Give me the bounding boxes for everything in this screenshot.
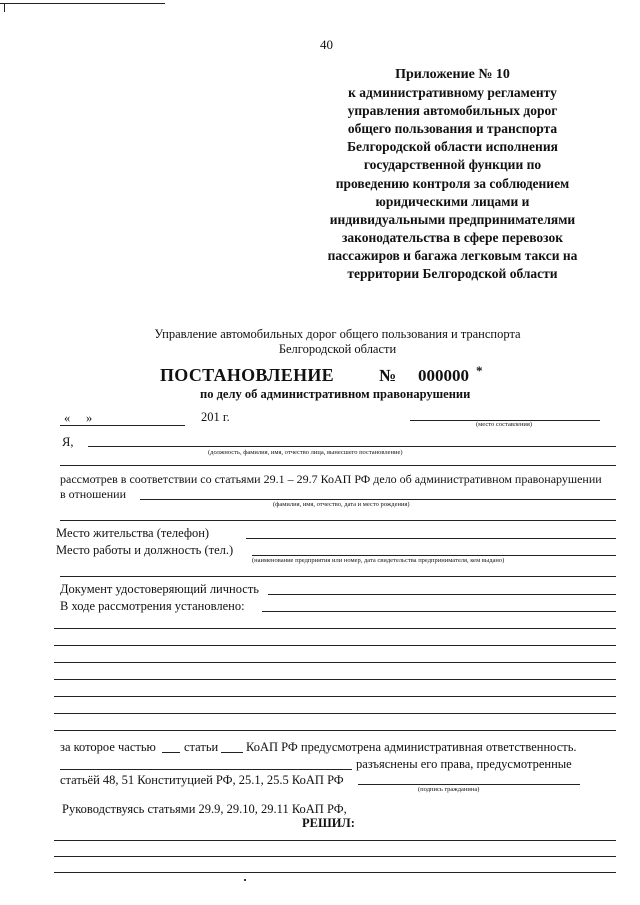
appendix-line: Белгородской области исполнения — [347, 139, 558, 155]
text-line — [54, 696, 616, 697]
date-open-quote: « — [64, 411, 71, 425]
article-blank — [221, 752, 243, 753]
official-line — [88, 446, 616, 447]
reviewed-text: рассмотрев в соответствии со статьями 29.1 – 29.7 КоАП РФ дело об административном правонарушении — [60, 472, 602, 486]
work-hint: (наименование предприятия или номер, дата свидетельства предпринимателя, кем выдано) — [252, 557, 505, 564]
work-line-2 — [60, 576, 616, 577]
person-hint: (фамилия, имя, отчество, дата и место рождения) — [273, 501, 410, 508]
appendix-line: юридическими лицами и — [375, 193, 530, 209]
text-line — [54, 730, 616, 731]
appendix-line: общего пользования и транспорта — [347, 121, 558, 137]
rights-line — [60, 769, 352, 770]
residence-label: Место жительства (телефон) — [56, 526, 210, 540]
appendix-line: управления автомобильных дорог — [347, 103, 558, 119]
signature-line — [358, 784, 580, 785]
text-line — [54, 662, 616, 663]
decided-label: РЕШИЛ: — [302, 816, 355, 830]
regarding-line — [140, 499, 616, 500]
ya-label: Я, — [62, 435, 74, 449]
id-document-label: Документ удостоверяющий личность — [60, 582, 259, 596]
residence-line — [246, 538, 616, 539]
id-document-line — [268, 594, 616, 595]
appendix-line: государственной функции по — [363, 157, 542, 173]
date-line — [60, 425, 185, 426]
guided-text: Руководствуясь статьями 29.9, 29.10, 29.11 КоАП РФ, — [62, 802, 347, 816]
liability-text: КоАП РФ предусмотрена административная ответственность. — [246, 740, 577, 754]
liability-article-label: статьи — [184, 740, 219, 754]
scan-edge-mark — [4, 3, 5, 12]
articles-text: статьёй 48, 51 Конституцией РФ, 25.1, 25.5 КоАП РФ — [60, 773, 344, 787]
liability-part-label: за которое частью — [60, 740, 156, 754]
official-hint: (должность, фамилия, имя, отчество лица, вынесшего постановление) — [208, 449, 403, 456]
decree-subtitle: по делу об административном правонарушении — [200, 387, 471, 401]
established-line — [262, 611, 616, 612]
page-number: 40 — [320, 37, 333, 52]
org-name-line1: Управление автомобильных дорог общего пользования и транспорта — [154, 327, 521, 341]
place-hint: (место составления) — [476, 421, 533, 428]
appendix-line: законодательства в сфере перевозок — [341, 229, 564, 245]
appendix-line: территории Белгородской области — [347, 266, 558, 282]
year-label: 201 г. — [201, 410, 230, 424]
text-line — [54, 645, 616, 646]
part-blank — [162, 752, 180, 753]
scan-edge-line — [0, 3, 165, 4]
signature-hint: (подпись гражданина) — [418, 786, 480, 793]
appendix-title: Приложение № 10 — [395, 67, 510, 82]
decision-line — [54, 840, 616, 841]
work-line — [252, 555, 616, 556]
decision-line — [54, 856, 616, 857]
text-line — [54, 713, 616, 714]
decree-asterisk: * — [476, 363, 483, 378]
scan-dot — [244, 879, 246, 881]
date-close-quote: » — [86, 411, 93, 425]
regarding-label: в отношении — [60, 487, 127, 501]
appendix-line: проведению контроля за соблюдением — [335, 175, 570, 191]
text-line — [54, 679, 616, 680]
appendix-line: пассажиров и багажа легковым такси на — [327, 247, 578, 263]
appendix-line: индивидуальными предпринимателями — [329, 211, 576, 227]
official-line-2 — [60, 465, 616, 466]
decree-title: ПОСТАНОВЛЕНИЕ — [160, 365, 334, 385]
text-line — [54, 628, 616, 629]
decree-number: 000000 — [418, 366, 469, 385]
established-label: В ходе рассмотрения установлено: — [60, 599, 245, 613]
decree-number-sign: № — [379, 366, 397, 385]
person-line-2 — [60, 520, 616, 521]
org-name-line2: Белгородской области — [278, 342, 397, 356]
appendix-block — [300, 66, 605, 283]
work-label: Место работы и должность (тел.) — [56, 543, 234, 557]
decision-line — [54, 872, 616, 873]
appendix-line: к административному регламенту — [348, 85, 557, 101]
rights-text: разъяснены его права, предусмотренные — [356, 757, 572, 771]
